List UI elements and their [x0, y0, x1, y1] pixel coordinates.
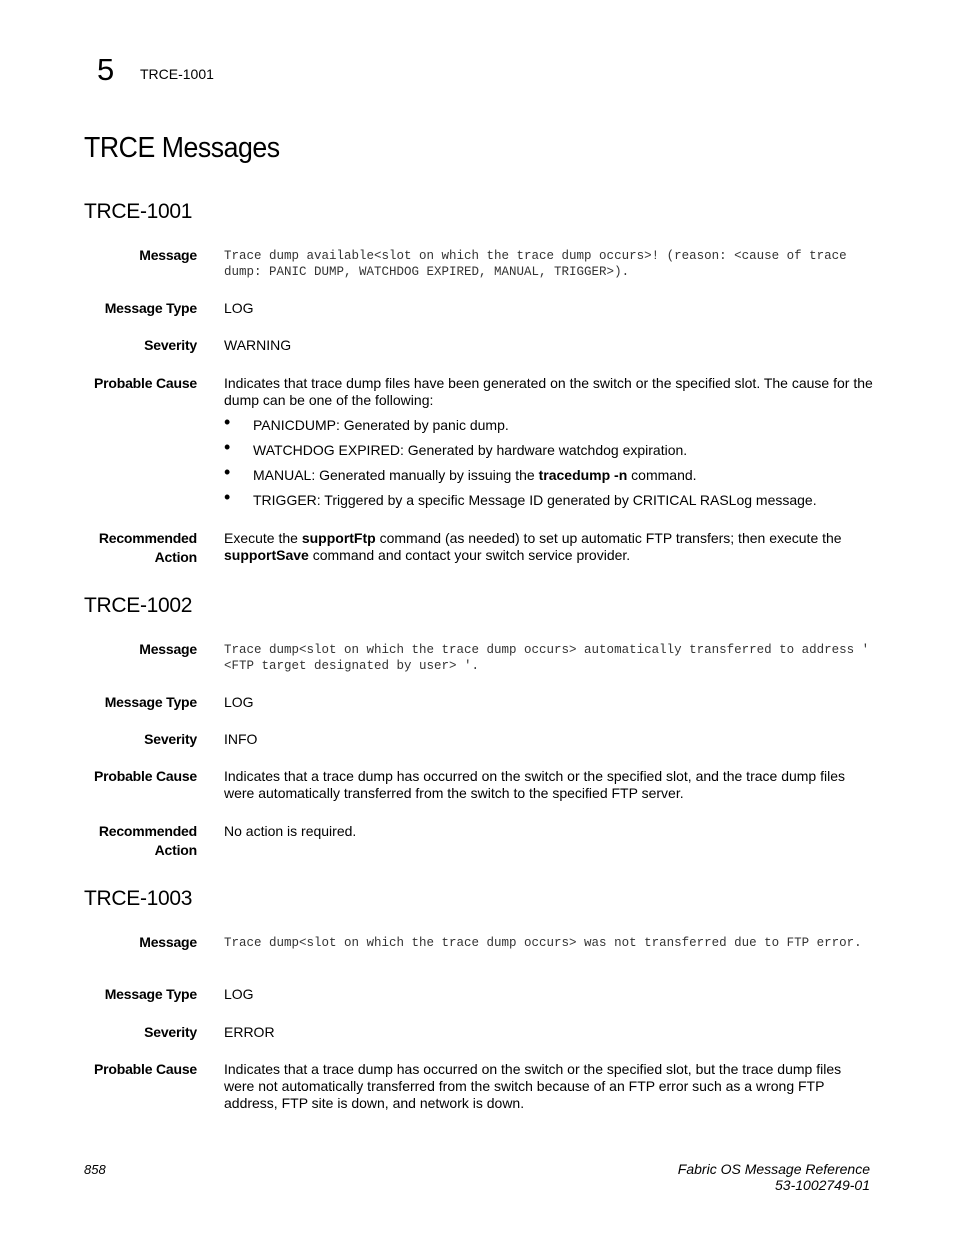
message-type-value: LOG — [224, 986, 254, 1002]
label-recommended-action: Recommended Action — [98, 530, 197, 565]
severity-value: INFO — [224, 731, 258, 747]
label-message-type: Message Type — [104, 694, 197, 710]
page-title: TRCE Messages — [84, 132, 280, 164]
label-probable-cause: Probable Cause — [93, 768, 197, 784]
list-item: • WATCHDOG EXPIRED: Generated by hardware watchdog expiration. — [224, 442, 874, 467]
label-message: Message — [139, 641, 197, 657]
recommended-action-text: No action is required. — [224, 823, 357, 839]
label-severity: Severity — [144, 1024, 197, 1040]
footer-doc-number: 53-1002749-01 — [775, 1177, 870, 1193]
message-type-value: LOG — [224, 300, 254, 316]
section-heading: TRCE-1002 — [84, 594, 193, 617]
footer-doc-info — [678, 1161, 870, 1193]
label-message: Message — [139, 934, 197, 950]
message-type-value: LOG — [224, 694, 254, 710]
label-severity: Severity — [144, 337, 197, 353]
list-item: • MANUAL: Generated manually by issuing the tracedump -n command. — [224, 467, 874, 492]
label-message: Message — [139, 247, 197, 263]
running-head: TRCE-1001 — [140, 66, 214, 82]
probable-cause-text: Indicates that a trace dump has occurred on the switch or the specified slot, and the trace dump files were automatically transferred from the switch to the specified FTP server. — [224, 768, 846, 801]
chapter-number: 5 — [97, 52, 115, 87]
label-recommended-action: Recommended Action — [98, 823, 197, 858]
cause-list — [224, 417, 874, 517]
recommended-action-text: Execute the supportFtp command (as needed) to set up automatic FTP transfers; then execute the supportSave command and contact your switch service provider. — [224, 530, 842, 563]
probable-cause-text: Indicates that trace dump files have been generated on the switch or the specified slot. The cause for the dump can be one of the following: — [224, 375, 873, 408]
label-message-type: Message Type — [104, 300, 197, 316]
list-item: • TRIGGER: Triggered by a specific Message ID generated by CRITICAL RASLog message. — [224, 492, 874, 517]
footer-doc-title: Fabric OS Message Reference — [677, 1161, 870, 1177]
label-message-type: Message Type — [104, 986, 197, 1002]
probable-cause-text: Indicates that a trace dump has occurred on the switch or the specified slot, but the trace dump files were not automatically transferred from the switch because of an FTP error such as a wrong FTP address, FTP site is down, and network is down. — [224, 1061, 842, 1111]
section-heading: TRCE-1001 — [84, 200, 193, 223]
message-text: Trace dump<slot on which the trace dump occurs> was not transferred due to FTP error. — [224, 936, 862, 950]
severity-value: ERROR — [224, 1024, 275, 1040]
label-probable-cause: Probable Cause — [93, 375, 197, 391]
section-heading: TRCE-1003 — [84, 887, 193, 910]
list-item: • PANICDUMP: Generated by panic dump. — [224, 417, 874, 442]
page-number: 858 — [84, 1162, 106, 1177]
message-text: Trace dump<slot on which the trace dump occurs> automatically transferred to address ' <FTP target designated by user> '. — [224, 643, 870, 673]
label-probable-cause: Probable Cause — [93, 1061, 197, 1077]
severity-value: WARNING — [224, 337, 292, 353]
message-text: Trace dump available<slot on which the trace dump occurs>! (reason: <cause of trace dump: PANIC DUMP, WATCHDOG EXPIRED, MANUAL, TRIGGER>). — [224, 249, 847, 279]
label-severity: Severity — [144, 731, 197, 747]
